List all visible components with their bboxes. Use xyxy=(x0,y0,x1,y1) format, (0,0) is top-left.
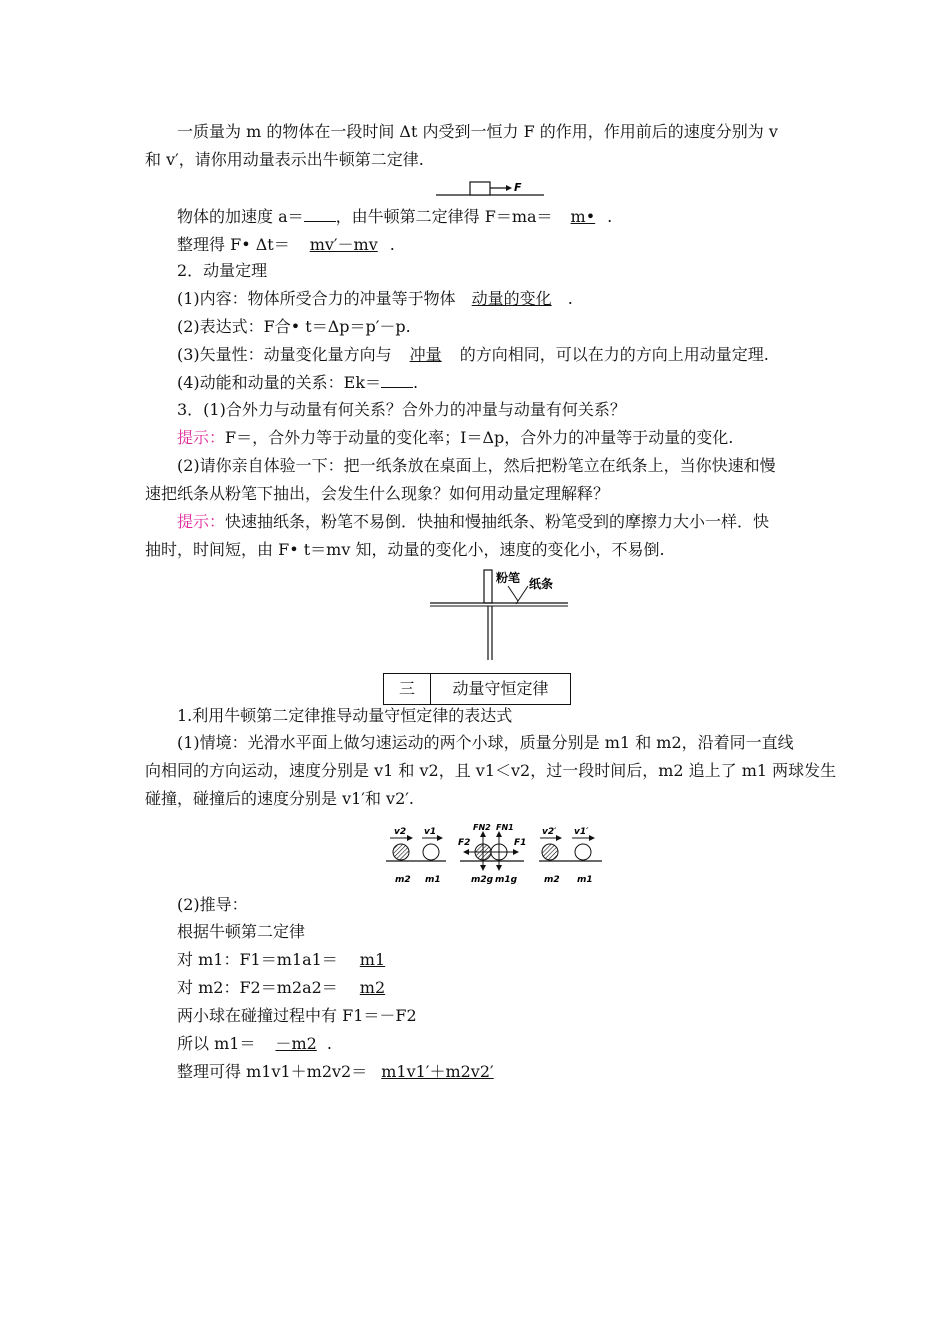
vector-end: 的方向相同，可以在力的方向上用动量定理. xyxy=(459,345,769,364)
arrange-line xyxy=(177,235,395,255)
label-v1: v1 xyxy=(424,827,437,837)
intro-line-1: 一质量为 m 的物体在一段时间 Δt 内受到一恒力 F 的作用，作用前后的速度分别为 v xyxy=(177,122,778,141)
m1-pre: 对 m1：F1＝m1a1＝ xyxy=(177,950,338,969)
final-pre: 整理可得 m1v1＋m2v2＝ xyxy=(177,1062,368,1081)
hint-label: 提示： xyxy=(177,512,226,531)
accel-end: . xyxy=(607,207,613,226)
theorem-ek xyxy=(177,373,418,393)
intro-line-2: 和 v′，请你用动量表示出牛顿第二定律. xyxy=(145,150,424,169)
hint-1 xyxy=(177,428,733,448)
scenario-line-3: 碰撞，碰撞后的速度分别是 v1′和 v2′. xyxy=(145,789,414,808)
label-m2-after: m2 xyxy=(544,875,560,885)
label-m1-before: m1 xyxy=(425,875,441,885)
label-fn1: FN1 xyxy=(496,823,514,832)
label-m2-before: m2 xyxy=(395,875,411,885)
label-v2: v2 xyxy=(394,827,407,837)
label-m1g: m1g xyxy=(495,875,518,885)
chalk-paper-figure xyxy=(428,568,570,664)
vector-answer: 冲量 xyxy=(409,345,442,364)
so-pre: 所以 m1＝ xyxy=(177,1034,256,1053)
question-3-2-line-1: (2)请你亲自体验一下：把一纸条放在桌面上，然后把粉笔立在纸条上，当你快速和慢 xyxy=(177,456,776,475)
derive-m1 xyxy=(177,950,399,970)
accel-answer: m• xyxy=(570,207,596,226)
label-f1: F1 xyxy=(514,838,527,848)
content-answer: 动量的变化 xyxy=(471,289,552,308)
label-v2-prime: v2′ xyxy=(542,827,557,837)
section-number: 三 xyxy=(384,674,431,704)
collision-figure xyxy=(384,820,606,886)
hint-label: 提示： xyxy=(177,428,226,447)
label-m2g: m2g xyxy=(471,875,494,885)
label-v1-prime: v1′ xyxy=(574,827,589,837)
final-answer: m1v1′＋m2v2′ xyxy=(381,1062,494,1081)
arrange-end: . xyxy=(389,235,395,254)
ek-end: . xyxy=(413,373,419,392)
chalk-label: 粉笔 xyxy=(496,571,521,585)
label-m1-after: m1 xyxy=(577,875,593,885)
m1-answer: m1 xyxy=(359,950,386,969)
force-label: F xyxy=(514,181,522,194)
derive-m2 xyxy=(177,978,399,998)
vector-pre: (3)矢量性：动量变化量方向与 xyxy=(177,345,392,364)
scenario-line-1: (1)情境：光滑水平面上做匀速运动的两个小球，质量分别是 m1 和 m2，沿着同一直线 xyxy=(177,733,794,752)
theorem-heading: 2．动量定理 xyxy=(177,261,268,280)
accel-pre: 物体的加速度 a＝ xyxy=(177,207,304,226)
arrange-pre: 整理得 F• Δt＝ xyxy=(177,235,290,254)
ek-blank xyxy=(381,373,413,388)
derive-title: (2)推导： xyxy=(177,895,248,914)
so-end: . xyxy=(326,1034,332,1053)
section-title: 动量守恒定律 xyxy=(452,679,549,698)
accel-blank xyxy=(304,207,336,222)
hint-1-text: F＝，合外力等于动量的变化率；I＝Δp，合外力的冲量等于动量的变化. xyxy=(225,428,734,447)
question-3-1: 3．(1)合外力与动量有何关系？合外力的冲量与动量有何关系？ xyxy=(177,400,626,419)
content-pre: (1)内容：物体所受合力的冲量等于物体 xyxy=(177,289,456,308)
content-end: . xyxy=(567,289,573,308)
so-answer: －m2 xyxy=(275,1034,317,1053)
derive-collision: 两小球在碰撞过程中有 F1＝－F2 xyxy=(177,1006,417,1025)
m2-answer: m2 xyxy=(359,978,386,997)
theorem-content xyxy=(177,289,573,309)
theorem-expression: (2)表达式：F合• t＝Δp＝p′－p. xyxy=(177,317,411,336)
hint-2-line-2: 抽时，时间短，由 F• t＝mv 知，动量的变化小，速度的变化小，不易倒. xyxy=(145,540,665,559)
theorem-vector xyxy=(177,345,769,365)
question-3-2-line-2: 速把纸条从粉笔下抽出，会发生什么现象？如何用动量定理解释？ xyxy=(145,484,610,503)
label-f2: F2 xyxy=(458,838,471,848)
cons-heading: 1.利用牛顿第二定律推导动量守恒定律的表达式 xyxy=(177,706,513,725)
block-force-figure xyxy=(436,176,546,198)
scenario-line-2: 向相同的方向运动，速度分别是 v1 和 v2，且 v1＜v2，过一段时间后，m2 追上了 m1 两球发生 xyxy=(145,761,837,780)
derive-final xyxy=(177,1062,510,1082)
ek-pre: (4)动能和动量的关系：Ek＝ xyxy=(177,373,382,392)
hint-2-line-1 xyxy=(177,512,769,532)
accel-mid: ，由牛顿第二定律得 F＝ma＝ xyxy=(335,207,553,226)
m2-pre: 对 m2：F2＝m2a2＝ xyxy=(177,978,338,997)
label-fn2: FN2 xyxy=(473,823,491,832)
section-header xyxy=(383,673,571,705)
arrange-answer: mv′－mv xyxy=(309,235,378,254)
derive-newton: 根据牛顿第二定律 xyxy=(177,922,306,941)
paper-label: 纸条 xyxy=(529,577,554,591)
derive-so xyxy=(177,1034,332,1054)
hint-2-text: 快速抽纸条，粉笔不易倒．快抽和慢抽纸条、粉笔受到的摩擦力大小一样．快 xyxy=(225,512,770,531)
accel-line xyxy=(177,207,612,227)
